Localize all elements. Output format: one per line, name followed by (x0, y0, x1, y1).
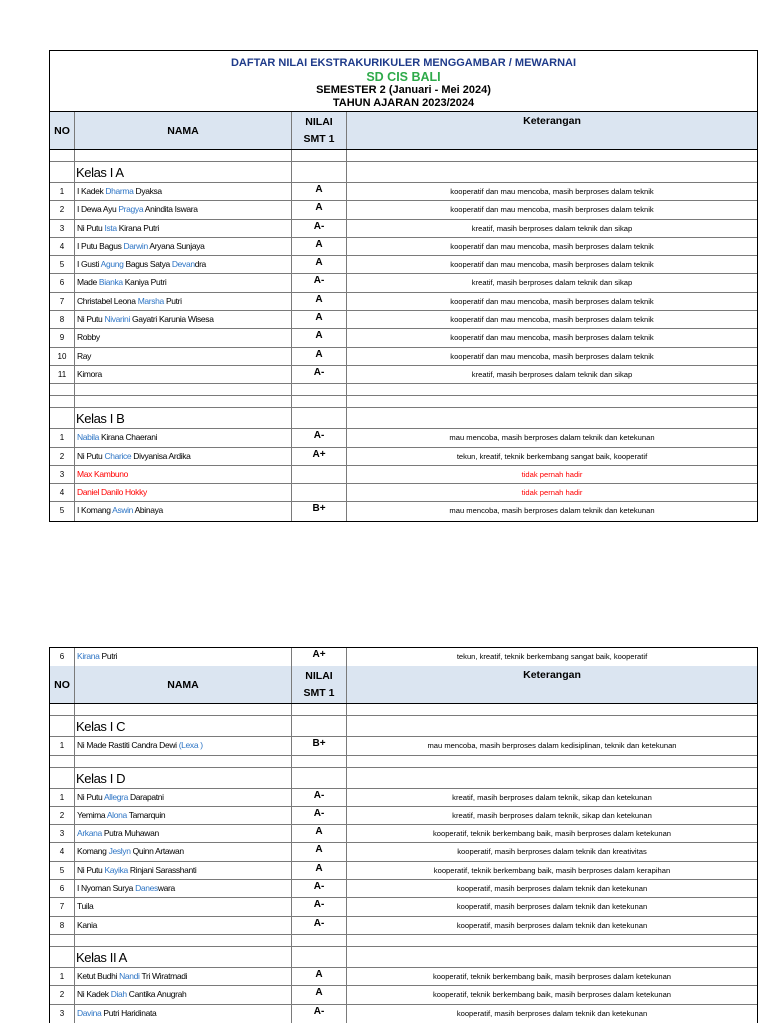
student-name-part: Putri Haridinata (101, 1007, 157, 1018)
student-note: kooperatif, teknik berkembang baik, masih berproses dalam kerapihan (433, 865, 671, 875)
student-no: 7 (50, 898, 75, 915)
student-name-part: Daniel Danilo Hokky (77, 487, 147, 498)
table-row (50, 348, 757, 366)
empty-cell (75, 384, 292, 395)
table-row (50, 898, 757, 916)
student-name-part: Komang (77, 846, 109, 857)
student-name-part: Pragya (118, 204, 144, 215)
table-row (50, 968, 757, 986)
student-no: 5 (50, 862, 75, 879)
student-note: kooperatif dan mau mencoba, masih berproses dalam teknik (450, 205, 654, 215)
student-grade: A (292, 183, 347, 200)
student-name-part: Darwin (123, 240, 148, 251)
student-grade: A- (292, 807, 347, 824)
student-name (75, 807, 292, 824)
student-note: kreatif, masih berproses dalam teknik, sikap dan ketekunan (452, 792, 652, 802)
student-name-part: I Nyoman Surya (77, 883, 136, 894)
note-cell (347, 162, 757, 182)
empty-cell (292, 150, 347, 161)
student-name-part: Aswin (112, 505, 134, 516)
empty-cell (292, 935, 347, 946)
student-name-part: Diah (110, 989, 127, 1000)
grade-cell (292, 716, 347, 736)
note-cell (347, 768, 757, 788)
student-name (75, 917, 292, 934)
student-grade: A (292, 329, 347, 346)
student-no: 1 (50, 968, 75, 985)
table-row (50, 220, 757, 238)
student-no: 6 (50, 880, 75, 897)
student-no: 11 (50, 366, 75, 383)
header-nilai (292, 666, 347, 703)
student-name-part: Made (77, 277, 99, 288)
empty-cell (292, 704, 347, 715)
table-row (50, 293, 757, 311)
student-no: 8 (50, 917, 75, 934)
empty-cell (347, 396, 757, 407)
student-note: kooperatif, masih berproses dalam teknik dan ketekunan (456, 902, 648, 912)
student-name-part: Dyaksa (133, 186, 162, 196)
student-name-part: Kirana Putri (116, 222, 159, 233)
student-name (75, 843, 292, 860)
table-row (50, 466, 757, 484)
student-name-part: Cantika Anugrah (126, 989, 187, 1000)
header-nilai-line2: SMT 1 (303, 133, 335, 145)
student-name-part: Nabila (77, 432, 99, 443)
header-keterangan: Keterangan (523, 115, 581, 127)
student-note: kreatif, masih berproses dalam teknik dan sikap (471, 223, 633, 233)
header-nama: NAMA (75, 112, 292, 149)
student-name-part: Bianka (98, 277, 123, 288)
student-name-part: Yemima (77, 809, 107, 820)
student-note: kooperatif dan mau mencoba, masih berproses dalam teknik (450, 260, 654, 270)
student-name-part: Divyanisa Ardika (131, 450, 191, 461)
student-note: mau mencoba, masih berproses dalam teknik dan ketekunan (449, 506, 655, 516)
sheet-title: DAFTAR NILAI EKSTRAKURIKULER MENGGAMBAR / MEWARNAI (230, 57, 577, 69)
student-note: kooperatif, teknik berkembang baik, masih berproses dalam ketekunan (432, 990, 672, 1000)
student-no: 2 (50, 448, 75, 465)
student-grade: A- (292, 917, 347, 934)
student-grade: A- (292, 880, 347, 897)
empty-row (50, 384, 757, 396)
class-name: Kelas II A (75, 947, 292, 967)
table-row (50, 502, 757, 520)
student-grade: A- (292, 220, 347, 237)
student-name (75, 968, 292, 985)
student-name-part: Ni Kadek (77, 989, 111, 1000)
student-grade: B+ (292, 502, 347, 520)
student-name (75, 201, 292, 218)
student-no: 1 (50, 737, 75, 754)
student-name (75, 737, 292, 754)
student-name-part: I Dewa Ayu (77, 204, 119, 215)
student-name-part: I Gusti (77, 259, 101, 270)
table-row (50, 843, 757, 861)
student-grade (292, 484, 347, 501)
student-no: 4 (50, 843, 75, 860)
class-heading-row (50, 768, 757, 789)
student-name (75, 220, 292, 237)
student-name-part: Aryana Sunjaya (147, 240, 205, 251)
student-name-part: Marsha (137, 295, 164, 306)
student-name-part: Max Kambuno (77, 468, 128, 479)
empty-cell (347, 150, 757, 161)
student-name-part: Nivarini (104, 314, 130, 325)
student-no: 8 (50, 311, 75, 328)
student-name (75, 898, 292, 915)
student-name-part: Putri (163, 295, 182, 306)
student-no: 5 (50, 502, 75, 520)
student-no: 1 (50, 183, 75, 200)
table-row (50, 201, 757, 219)
student-note: mau mencoba, masih berproses dalam kedisiplinan, teknik dan ketekunan (427, 741, 677, 751)
table-row (50, 238, 757, 256)
empty-cell (50, 396, 75, 407)
student-name-part: Ni Putu (77, 864, 105, 875)
empty-cell (50, 935, 75, 946)
student-name-part: Ni Putu (77, 314, 105, 325)
empty-row (50, 396, 757, 408)
school-name: SD CIS BALI (366, 70, 441, 84)
table-row (50, 256, 757, 274)
header-nilai-line2: SMT 1 (303, 687, 335, 700)
student-name-part: Christabel Leona (77, 295, 138, 306)
student-grade: A- (292, 1005, 347, 1023)
student-name-part: dra (194, 259, 206, 270)
empty-cell (50, 150, 75, 161)
student-no: 1 (50, 429, 75, 446)
student-note: kooperatif dan mau mencoba, masih berproses dalam teknik (450, 333, 654, 343)
student-name-part: Ni Putu (77, 450, 105, 461)
student-name (75, 789, 292, 806)
table-header (50, 112, 757, 150)
student-no: 9 (50, 329, 75, 346)
student-note: tekun, kreatif, teknik berkembang sangat baik, kooperatif (456, 451, 648, 461)
student-name-part: Allegra (103, 791, 128, 802)
class-heading-row (50, 408, 757, 429)
student-name-part: Robby (77, 332, 100, 343)
student-grade: A (292, 986, 347, 1003)
student-name-part: Danes (135, 883, 158, 894)
student-name-part: Devan (171, 259, 195, 270)
student-name (75, 1005, 292, 1023)
student-grade: A (292, 293, 347, 310)
grade-cell (292, 162, 347, 182)
student-name-part: Ni Putu (77, 791, 104, 802)
table-row (50, 366, 757, 384)
student-note: tekun, kreatif, teknik berkembang sangat baik, kooperatif (456, 652, 648, 661)
grade-sheet-page-2 (49, 647, 758, 1023)
student-name-part: Bagus Satya (123, 259, 172, 270)
student-no: 4 (50, 484, 75, 501)
student-no: 1 (50, 789, 75, 806)
student-note: kreatif, masih berproses dalam teknik dan sikap (471, 278, 633, 288)
student-grade: A (292, 825, 347, 842)
student-no: 2 (50, 201, 75, 218)
student-grade: A (292, 968, 347, 985)
student-no: 7 (50, 293, 75, 310)
student-name-part: Rinjani Sarasshanti (127, 864, 197, 875)
header-nama: NAMA (75, 666, 292, 703)
student-name-part: Charice (104, 450, 132, 461)
table-row (50, 862, 757, 880)
header-no: NO (50, 666, 75, 703)
empty-cell (347, 756, 757, 767)
student-name (75, 862, 292, 879)
student-name-part: Ray (77, 350, 92, 361)
student-name-part: Ni Made Rastiti Candra Dewi (77, 740, 179, 751)
no-cell (50, 768, 75, 788)
table-row (50, 484, 757, 502)
student-name (75, 274, 292, 291)
no-cell (50, 408, 75, 428)
student-name-part: Gayatri Karunia Wisesa (129, 314, 214, 325)
student-name-part: Alona (106, 809, 127, 820)
table-row (50, 825, 757, 843)
student-name-part: Agung (100, 259, 124, 270)
student-name (75, 466, 292, 483)
table-row (50, 789, 757, 807)
table-row (50, 648, 757, 666)
student-grade: A (292, 256, 347, 273)
class-name: Kelas I B (75, 408, 292, 428)
student-no: 3 (50, 1005, 75, 1023)
grade-cell (292, 947, 347, 967)
student-name-part: Nandi (119, 970, 140, 981)
empty-cell (292, 396, 347, 407)
table-row (50, 311, 757, 329)
student-name (75, 429, 292, 446)
student-name-part: Kania (77, 919, 97, 930)
table-header (50, 666, 757, 704)
student-name-part: Tamarquin (126, 809, 166, 820)
student-note: tidak pernah hadir (521, 469, 583, 479)
academic-year: TAHUN AJARAN 2023/2024 (332, 97, 475, 109)
empty-row (50, 935, 757, 947)
note-cell (347, 408, 757, 428)
class-heading-row (50, 162, 757, 183)
note-cell (347, 716, 757, 736)
student-no: 6 (50, 274, 75, 291)
student-name-part: Putra Muhawan (101, 828, 159, 839)
student-note: kooperatif, masih berproses dalam teknik dan ketekunan (456, 920, 648, 930)
empty-row (50, 756, 757, 768)
table-row (50, 448, 757, 466)
header-nilai (292, 112, 347, 149)
student-name (75, 880, 292, 897)
table-row (50, 737, 757, 755)
student-name (75, 648, 292, 666)
student-grade: B+ (292, 737, 347, 754)
student-name (75, 986, 292, 1003)
empty-cell (75, 704, 292, 715)
table-row (50, 807, 757, 825)
student-name-part: Ista (104, 222, 117, 233)
student-note: kooperatif, masih berproses dalam teknik dan ketekunan (456, 884, 648, 894)
empty-cell (75, 935, 292, 946)
student-note: kooperatif dan mau mencoba, masih berproses dalam teknik (450, 241, 654, 251)
student-grade: A (292, 311, 347, 328)
student-no: 10 (50, 348, 75, 365)
student-name (75, 348, 292, 365)
student-no: 3 (50, 466, 75, 483)
student-note: kooperatif dan mau mencoba, masih berproses dalam teknik (450, 351, 654, 361)
empty-cell (292, 384, 347, 395)
student-note: kooperatif dan mau mencoba, masih berproses dalam teknik (450, 187, 654, 196)
empty-row (50, 150, 757, 162)
student-name-part: Dharma (105, 186, 134, 196)
student-name-part: wara (157, 883, 175, 894)
student-no: 3 (50, 825, 75, 842)
student-name-part: I Kadek (77, 186, 106, 196)
class-name: Kelas I A (75, 162, 292, 182)
empty-cell (50, 704, 75, 715)
table-row (50, 1005, 757, 1023)
student-name-part: Kaniya Putri (122, 277, 167, 288)
table-row (50, 183, 757, 201)
student-name (75, 256, 292, 273)
empty-cell (347, 704, 757, 715)
table-row (50, 329, 757, 347)
student-note: kooperatif, masih berproses dalam teknik dan ketekunan (456, 1008, 648, 1018)
class-heading-row (50, 716, 757, 737)
student-name-part: Ketut Budhi (77, 970, 120, 981)
student-no: 2 (50, 807, 75, 824)
student-name-part: Ni Putu (77, 222, 105, 233)
student-grade: A- (292, 898, 347, 915)
student-grade: A (292, 201, 347, 218)
student-no: 6 (50, 648, 75, 666)
student-note: kooperatif, teknik berkembang baik, masih berproses dalam ketekunan (432, 971, 672, 981)
student-grade: A (292, 348, 347, 365)
student-name-part: I Putu Bagus (77, 240, 124, 251)
student-note: kooperatif dan mau mencoba, masih berproses dalam teknik (450, 296, 654, 306)
student-name-part: Kirana Chaerani (99, 432, 158, 443)
student-note: tidak pernah hadir (521, 488, 583, 498)
student-grade: A- (292, 429, 347, 446)
student-name-part: Kirana (77, 651, 100, 661)
table-row (50, 986, 757, 1004)
student-name (75, 311, 292, 328)
student-grade: A- (292, 366, 347, 383)
student-grade: A+ (292, 648, 347, 666)
student-note: kooperatif, masih berproses dalam teknik dan kreativitas (457, 847, 647, 857)
student-name-part: Davina (77, 1007, 102, 1018)
no-cell (50, 716, 75, 736)
empty-row (50, 704, 757, 716)
student-name (75, 825, 292, 842)
student-grade: A- (292, 789, 347, 806)
header-keterangan: Keterangan (523, 669, 581, 682)
table-row (50, 880, 757, 898)
grade-sheet-page-1 (49, 50, 758, 522)
student-name-part: Arkana (77, 828, 102, 839)
grade-cell (292, 408, 347, 428)
student-name (75, 448, 292, 465)
empty-cell (75, 756, 292, 767)
student-name-part: Putri (99, 651, 118, 661)
student-note: kooperatif dan mau mencoba, masih berproses dalam teknik (450, 315, 654, 325)
title-block (50, 51, 757, 112)
student-note: mau mencoba, masih berproses dalam teknik dan ketekunan (449, 433, 655, 443)
student-grade: A (292, 843, 347, 860)
empty-cell (292, 756, 347, 767)
student-name (75, 366, 292, 383)
table-body (50, 704, 757, 1023)
empty-cell (50, 756, 75, 767)
student-name (75, 502, 292, 520)
student-note: kooperatif, teknik berkembang baik, masih berproses dalam ketekunan (432, 829, 672, 839)
student-name-part: Jeslyn (108, 846, 131, 857)
student-name (75, 484, 292, 501)
student-name-part: Kimora (77, 368, 102, 379)
student-name-part: Darapatni (127, 791, 164, 802)
student-name (75, 293, 292, 310)
empty-cell (50, 384, 75, 395)
student-name-part: Quinn Artawan (130, 846, 184, 857)
student-no: 2 (50, 986, 75, 1003)
semester-label: SEMESTER 2 (Januari - Mei 2024) (316, 84, 491, 96)
student-grade: A- (292, 274, 347, 291)
student-grade (292, 466, 347, 483)
table-row (50, 274, 757, 292)
no-cell (50, 162, 75, 182)
student-name (75, 183, 292, 200)
class-name: Kelas I D (75, 768, 292, 788)
class-name: Kelas I C (75, 716, 292, 736)
student-name-part: Anindita Iswara (143, 204, 198, 215)
student-name-part: I Komang (77, 505, 113, 516)
header-no: NO (50, 112, 75, 149)
student-grade: A (292, 238, 347, 255)
empty-cell (75, 150, 292, 161)
student-name (75, 329, 292, 346)
student-grade: A (292, 862, 347, 879)
student-name-part: (Lexa ) (178, 740, 203, 751)
student-name-part: Tri Wiratmadi (139, 970, 188, 981)
student-name-part: Abinaya (133, 505, 163, 516)
header-nilai-line1: NILAI (305, 670, 333, 683)
student-name (75, 238, 292, 255)
empty-cell (75, 396, 292, 407)
student-no: 5 (50, 256, 75, 273)
student-note: kreatif, masih berproses dalam teknik dan sikap (471, 369, 633, 379)
student-name-part: Kayika (104, 864, 128, 875)
no-cell (50, 947, 75, 967)
student-note: kreatif, masih berproses dalam teknik, sikap dan ketekunan (452, 810, 652, 820)
class-heading-row (50, 947, 757, 968)
empty-cell (347, 384, 757, 395)
student-no: 3 (50, 220, 75, 237)
table-row (50, 917, 757, 935)
header-nilai-line1: NILAI (305, 116, 333, 128)
student-no: 4 (50, 238, 75, 255)
student-grade: A+ (292, 448, 347, 465)
table-row (50, 429, 757, 447)
table-body (50, 150, 757, 521)
student-name-part: Tuila (77, 901, 94, 912)
note-cell (347, 947, 757, 967)
grade-cell (292, 768, 347, 788)
empty-cell (347, 935, 757, 946)
table-body-continued (50, 648, 757, 666)
